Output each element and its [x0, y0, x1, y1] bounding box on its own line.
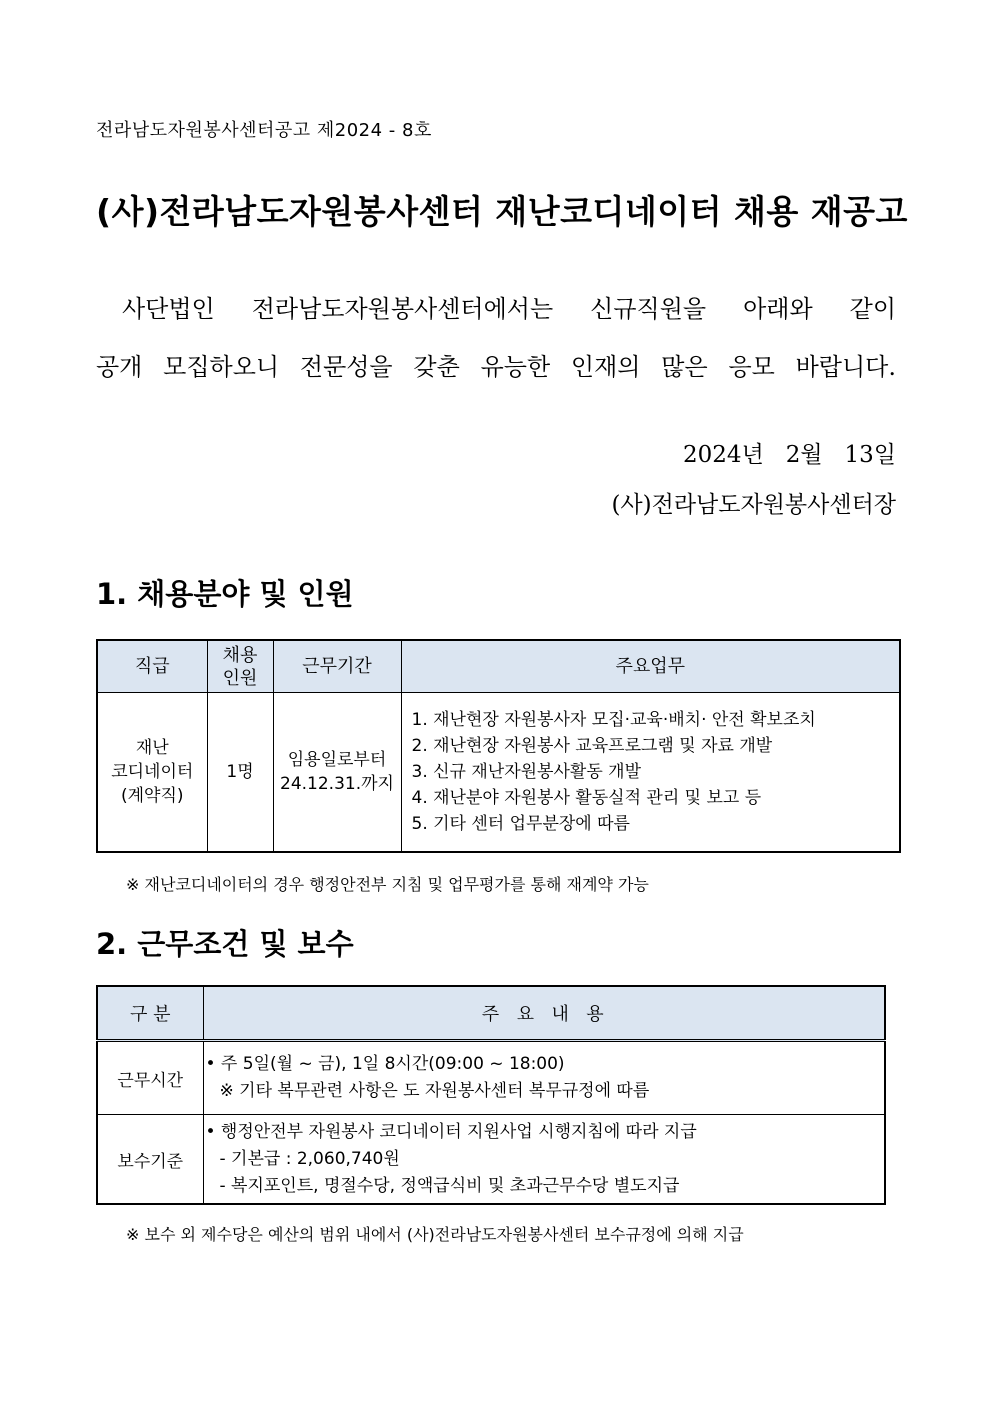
section1-note: ※ 재난코디네이터의 경우 행정안전부 지침 및 업무평가를 통해 재계약 가능: [126, 875, 649, 894]
recruitment-table: [96, 639, 901, 853]
work-hours-line1: • 주 5일(월 ~ 금), 1일 8시간(09:00 ~ 18:00): [205, 1054, 565, 1074]
header-rank: 직급: [97, 640, 207, 693]
rank-line3: (계약직): [120, 786, 184, 806]
pay-line1: • 행정안전부 자원봉사 코디네이터 지원사업 시행지침에 따라 지급: [205, 1121, 697, 1142]
duty-item: 4. 재난분야 자원봉사 활동실적 관리 및 보고 등: [411, 788, 762, 808]
notice-number: 전라남도자원봉사센터공고 제2024 - 8호: [96, 120, 432, 141]
header-content: 주 요 내 용: [203, 986, 885, 1041]
period-line2: 24.12.31.까지: [280, 774, 394, 794]
intro-line-2: 공개 모집하오니 전문성을 갖춘 유능한 인재의 많은 응모 바랍니다.: [96, 353, 896, 381]
pay-line2: - 기본급 : 2,060,740원: [219, 1148, 400, 1169]
table-row: [97, 693, 900, 853]
rank-line2: 코디네이터: [111, 762, 194, 782]
duty-item: 5. 기타 센터 업무분장에 따름: [411, 814, 630, 834]
page-title: (사)전라남도자원봉사센터 재난코디네이터 채용 재공고: [96, 192, 908, 231]
conditions-table: [96, 985, 886, 1205]
cell-rank: [97, 693, 207, 853]
header-count-line2: 인원: [222, 667, 258, 689]
rank-line1: 재난: [135, 738, 169, 758]
work-hours-line2: ※ 기타 복무관련 사항은 도 자원봉사센터 복무규정에 따름: [219, 1081, 650, 1101]
section2-note: ※ 보수 외 제수당은 예산의 범위 내에서 (사)전라남도자원봉사센터 보수규정에 의해 지급: [126, 1225, 744, 1244]
recruitment-table-header: [97, 640, 900, 693]
conditions-table-header: [97, 986, 885, 1041]
header-count-line1: 채용: [222, 644, 258, 666]
duty-item: 1. 재난현장 자원봉사자 모집·교육·배치· 안전 확보조치: [411, 710, 816, 730]
cell-duties: [401, 693, 900, 853]
section1-heading: 1. 채용분야 및 인원: [96, 577, 354, 611]
duty-item: 2. 재난현장 자원봉사 교육프로그램 및 자료 개발: [411, 736, 773, 756]
section2-heading: 2. 근무조건 및 보수: [96, 927, 354, 961]
duty-item: 3. 신규 재난자원봉사활동 개발: [411, 762, 641, 782]
signer: (사)전라남도자원봉사센터장: [611, 492, 896, 518]
header-count: [207, 640, 273, 693]
pay-line3: - 복지포인트, 명절수당, 정액급식비 및 초과근무수당 별도지급: [219, 1175, 680, 1196]
header-duties: 주요업무: [401, 640, 900, 693]
header-period: 근무기간: [273, 640, 401, 693]
table-row: [97, 1115, 885, 1205]
pay-content: [203, 1115, 885, 1205]
period-line1: 임용일로부터: [287, 750, 387, 770]
pay-label: 보수기준: [97, 1115, 203, 1205]
table-row: [97, 1041, 885, 1115]
notice-date: 2024년 2월 13일: [683, 442, 896, 468]
intro-paragraph: [96, 280, 896, 396]
work-hours-content: [203, 1041, 885, 1115]
cell-period: [273, 693, 401, 853]
intro-line-1: 사단법인 전라남도자원봉사센터에서는 신규직원을 아래와 같이: [122, 295, 896, 323]
work-hours-label: 근무시간: [97, 1041, 203, 1115]
header-category: 구 분: [97, 986, 203, 1041]
cell-count: 1명: [207, 693, 273, 853]
